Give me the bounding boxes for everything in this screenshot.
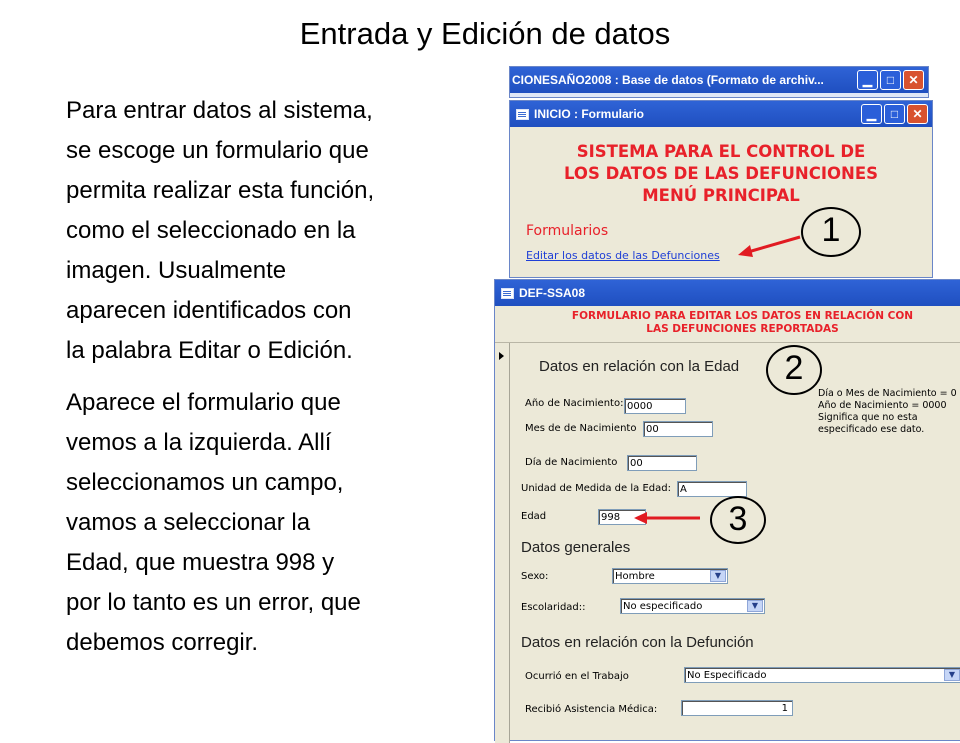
inicio-window bbox=[509, 100, 933, 278]
database-window bbox=[509, 66, 929, 98]
text-line: vemos a la izquierda. Allí bbox=[66, 429, 332, 456]
inicio-window-titlebar[interactable] bbox=[510, 101, 932, 127]
form-heading-1: FORMULARIO PARA EDITAR LOS DATOS EN RELACIÓN CON bbox=[571, 310, 914, 322]
trabajo-select[interactable] bbox=[684, 667, 960, 683]
callout-3: 3 bbox=[710, 496, 766, 544]
record-selector[interactable] bbox=[495, 343, 510, 743]
text-line: por lo tanto es un error, que bbox=[66, 589, 361, 616]
text-line: como el seleccionado en la bbox=[66, 217, 356, 244]
section-generales: Datos generales bbox=[521, 539, 631, 556]
record-pointer-icon bbox=[499, 352, 504, 360]
mes-label: Mes de de Nacimiento bbox=[525, 423, 637, 434]
note-line: Año de Nacimiento = 0000 bbox=[818, 400, 947, 411]
note-text bbox=[818, 388, 957, 436]
form-header bbox=[495, 306, 960, 343]
def-window-titlebar[interactable] bbox=[495, 280, 960, 306]
paragraph-intro bbox=[66, 91, 374, 371]
note-line: Significa que no esta bbox=[818, 412, 918, 423]
unidad-value: A bbox=[680, 484, 687, 495]
text-line: vamos a seleccionar la bbox=[66, 509, 311, 536]
sexo-label: Sexo: bbox=[521, 571, 549, 582]
text-line: Aparece el formulario que bbox=[66, 389, 341, 416]
chevron-down-icon[interactable]: ▼ bbox=[944, 669, 960, 681]
text-line: se escoge un formulario que bbox=[66, 137, 369, 164]
chevron-down-icon[interactable]: ▼ bbox=[710, 570, 726, 582]
database-window-titlebar[interactable] bbox=[510, 67, 928, 93]
asistencia-input[interactable] bbox=[681, 700, 793, 716]
formularios-label: Formularios bbox=[526, 223, 609, 239]
dia-label: Día de Nacimiento bbox=[525, 457, 618, 468]
note-line: especificado ese dato. bbox=[818, 424, 925, 435]
chevron-down-icon[interactable]: ▼ bbox=[747, 600, 763, 612]
menu-heading-3: MENÚ PRINCIPAL bbox=[642, 186, 800, 205]
menu-heading-2: LOS DATOS DE LAS DEFUNCIONES bbox=[564, 164, 878, 183]
text-line: debemos corregir. bbox=[66, 629, 259, 656]
text-line: la palabra Editar o Edición. bbox=[66, 337, 353, 364]
maximize-button[interactable]: □ bbox=[880, 70, 901, 90]
slide-title: Entrada y Edición de datos bbox=[299, 16, 671, 51]
anio-label: Año de Nacimiento: bbox=[525, 398, 624, 409]
edad-label: Edad bbox=[521, 511, 547, 522]
text-line: Edad, que muestra 998 y bbox=[66, 549, 335, 576]
paragraph-form bbox=[66, 383, 361, 663]
text-line: seleccionamos un campo, bbox=[66, 469, 344, 496]
escolaridad-select[interactable] bbox=[620, 598, 765, 614]
close-button[interactable]: ✕ bbox=[903, 70, 924, 90]
close-button[interactable]: ✕ bbox=[907, 104, 928, 124]
text-line: Para entrar datos al sistema, bbox=[66, 97, 373, 124]
trabajo-label: Ocurrió en el Trabajo bbox=[525, 671, 629, 682]
minimize-button[interactable]: ▁ bbox=[861, 104, 882, 124]
form-icon bbox=[516, 109, 529, 120]
minimize-button[interactable]: ▁ bbox=[857, 70, 878, 90]
callout-1: 1 bbox=[801, 207, 861, 257]
escolaridad-label: Escolaridad:: bbox=[521, 602, 586, 613]
menu-heading-1: SISTEMA PARA EL CONTROL DE bbox=[576, 142, 866, 161]
dia-input[interactable]: 00 bbox=[627, 455, 697, 471]
edad-input[interactable]: 998 bbox=[598, 509, 646, 525]
sexo-value: Hombre bbox=[615, 571, 655, 582]
maximize-button[interactable]: □ bbox=[884, 104, 905, 124]
text-line: imagen. Usualmente bbox=[66, 257, 287, 284]
asistencia-label: Recibió Asistencia Médica: bbox=[525, 704, 658, 715]
asistencia-value: 1 bbox=[781, 703, 788, 714]
trabajo-value: No Especificado bbox=[687, 670, 767, 681]
database-window-title: CIONESAÑO2008 : Base de datos (Formato de archiv... bbox=[512, 73, 824, 87]
text-line: aparecen identificados con bbox=[66, 297, 352, 324]
anio-input[interactable]: 0000 bbox=[624, 398, 686, 414]
note-line: Día o Mes de Nacimiento = 0 bbox=[818, 388, 957, 399]
escolaridad-value: No especificado bbox=[623, 601, 703, 612]
callout-2: 2 bbox=[766, 345, 822, 395]
unidad-label: Unidad de Medida de la Edad: bbox=[521, 483, 671, 494]
section-edad: Datos en relación con la Edad bbox=[539, 358, 740, 375]
text-line: permita realizar esta función, bbox=[66, 177, 375, 204]
def-window-title: DEF-SSA08 bbox=[519, 286, 586, 300]
form-icon bbox=[501, 288, 514, 299]
sexo-select[interactable] bbox=[612, 568, 728, 584]
unidad-select[interactable] bbox=[677, 481, 747, 497]
section-defuncion: Datos en relación con la Defunción bbox=[521, 634, 754, 651]
edit-defunciones-link[interactable]: Editar los datos de las Defunciones bbox=[526, 249, 720, 262]
form-heading-2: LAS DEFUNCIONES REPORTADAS bbox=[646, 323, 839, 335]
mes-input[interactable]: 00 bbox=[643, 421, 713, 437]
inicio-window-title: INICIO : Formulario bbox=[534, 107, 645, 121]
